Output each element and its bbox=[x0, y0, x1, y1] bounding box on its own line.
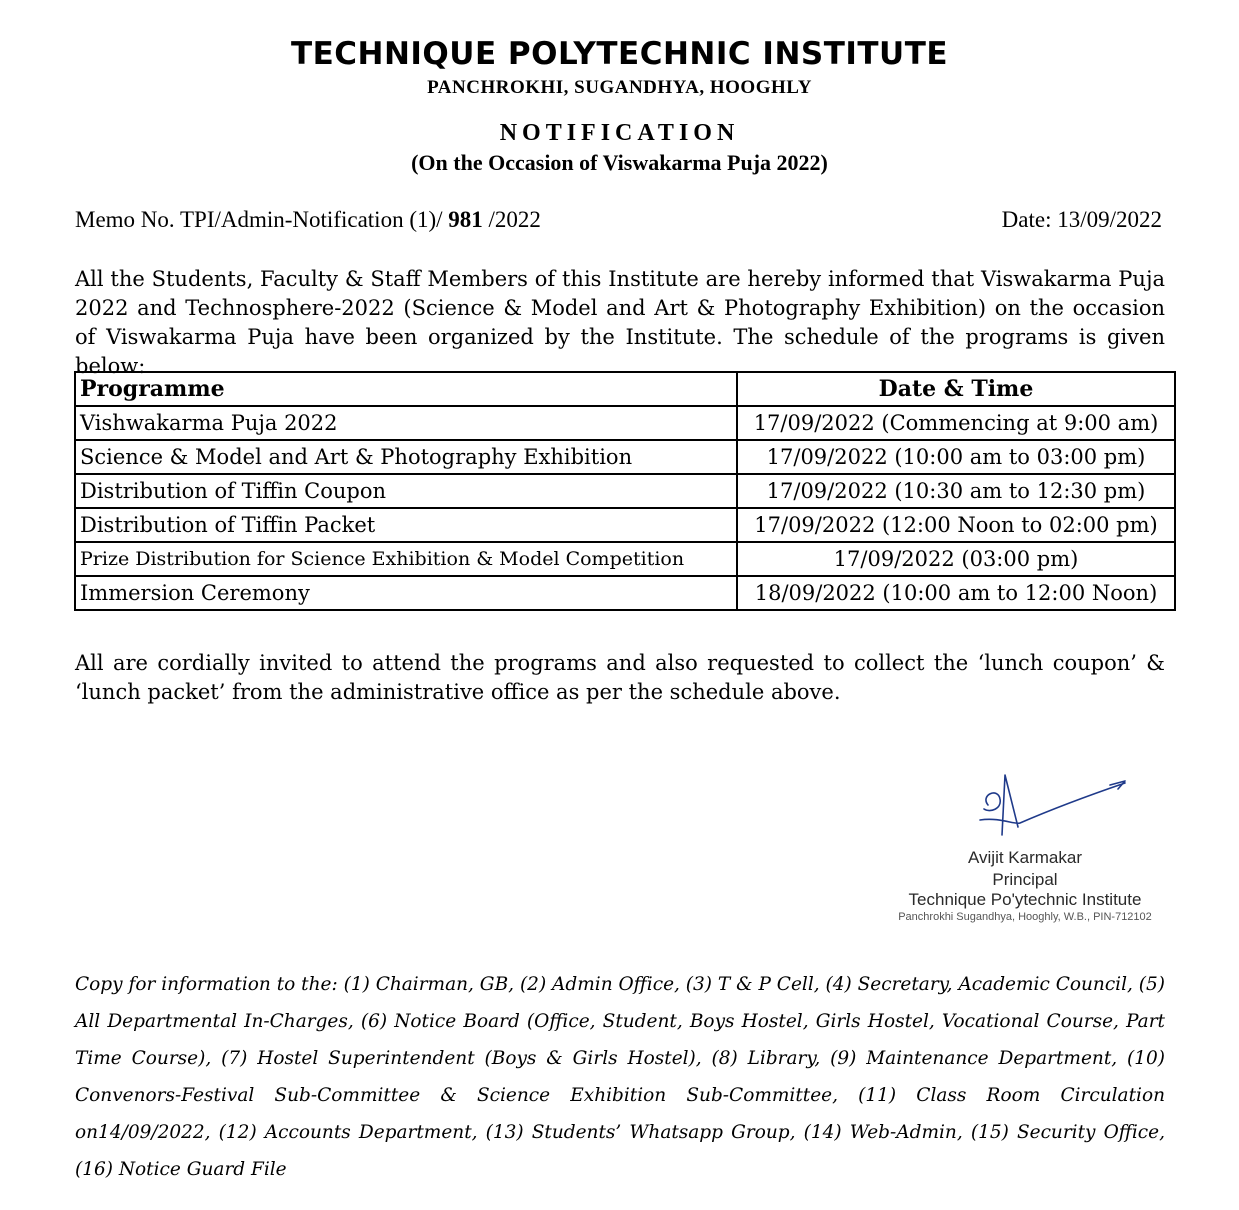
table-row bbox=[75, 474, 1175, 508]
table-header-row bbox=[75, 372, 1175, 406]
institute-address: PANCHROKHI, SUGANDHYA, HOOGHLY bbox=[427, 77, 812, 98]
table-row bbox=[75, 440, 1175, 474]
memo-date: Date: 13/09/2022 bbox=[1001, 207, 1162, 232]
signatory-institute: Technique Po'ytechnic Institute bbox=[908, 890, 1142, 909]
intro-paragraph: All the Students, Faculty & Staff Members of this Institute are hereby informed that Viswakarma Puja 2022 and Technosphere-2022 (Science & Model and Art & Photography Exhibition) on the occasion of Viswakarma Puja have been organized by the Institute. The schedule of the programs is given below: bbox=[75, 267, 1165, 378]
programme-cell: Distribution of Tiffin Packet bbox=[75, 508, 737, 542]
memo-row bbox=[75, 207, 1162, 233]
programme-header: Programme bbox=[75, 372, 737, 406]
schedule-table bbox=[74, 371, 1176, 611]
table-row bbox=[75, 542, 1175, 576]
programme-cell: Vishwakarma Puja 2022 bbox=[75, 406, 737, 440]
programme-cell: Prize Distribution for Science Exhibition & Model Competition bbox=[75, 542, 737, 576]
signatory-address: Panchrokhi Sugandhya, Hooghly, W.B., PIN-712102 bbox=[898, 911, 1152, 923]
signatory-name: Avijit Karmakar bbox=[968, 848, 1082, 867]
date-time-cell: 17/09/2022 (Commencing at 9:00 am) bbox=[737, 406, 1175, 440]
date-time-cell: 17/09/2022 (10:00 am to 03:00 pm) bbox=[737, 440, 1175, 474]
institute-name: TECHNIQUE POLYTECHNIC INSTITUTE bbox=[290, 36, 949, 72]
notice-title: NOTIFICATION bbox=[499, 120, 740, 146]
occasion-subtitle: (On the Occasion of Viswakarma Puja 2022) bbox=[411, 150, 828, 175]
memo-number: Memo No. TPI/Admin-Notification (1)/ 981 /2022 bbox=[75, 207, 541, 232]
table-row bbox=[75, 576, 1175, 610]
table-row bbox=[75, 508, 1175, 542]
programme-cell: Distribution of Tiffin Coupon bbox=[75, 474, 737, 508]
date-time-header: Date & Time bbox=[737, 372, 1175, 406]
copy-to-list: Copy for information to the: (1) Chairman, GB, (2) Admin Office, (3) T & P Cell, (4) Secretary, Academic Council, (5) All Departmental In-Charges, (6) Notice Board (Office, Student, Boys Hostel, Girls Hostel, Vocational Course, Part Time Course), (7) Hostel Superintendent (Boys & Girls Hostel), (8) Library, (9) Maintenance Department, (10) Convenors-Festival Sub-Committee & Science Exhibition Sub-Committee, (11) Class Room Circulation on14/09/2022, (12) Accounts Department, (13) Students’ Whatsapp Group, (14) Web-Admin, (15) Security Office, (16) Notice Guard File bbox=[75, 974, 1165, 1180]
date-time-cell: 17/09/2022 (10:30 am to 12:30 pm) bbox=[737, 474, 1175, 508]
programme-cell: Science & Model and Art & Photography Exhibition bbox=[75, 440, 737, 474]
date-time-cell: 18/09/2022 (10:00 am to 12:00 Noon) bbox=[737, 576, 1175, 610]
closing-paragraph: All are cordially invited to attend the programs and also requested to collect the ‘lunch coupon’ & ‘lunch packet’ from the administrative office as per the schedule above. bbox=[75, 651, 1165, 704]
programme-cell: Immersion Ceremony bbox=[75, 576, 737, 610]
signatory-title: Principal bbox=[992, 870, 1058, 889]
date-time-cell: 17/09/2022 (03:00 pm) bbox=[737, 542, 1175, 576]
signature-graphic bbox=[960, 765, 1140, 845]
date-time-cell: 17/09/2022 (12:00 Noon to 02:00 pm) bbox=[737, 508, 1175, 542]
table-row bbox=[75, 406, 1175, 440]
